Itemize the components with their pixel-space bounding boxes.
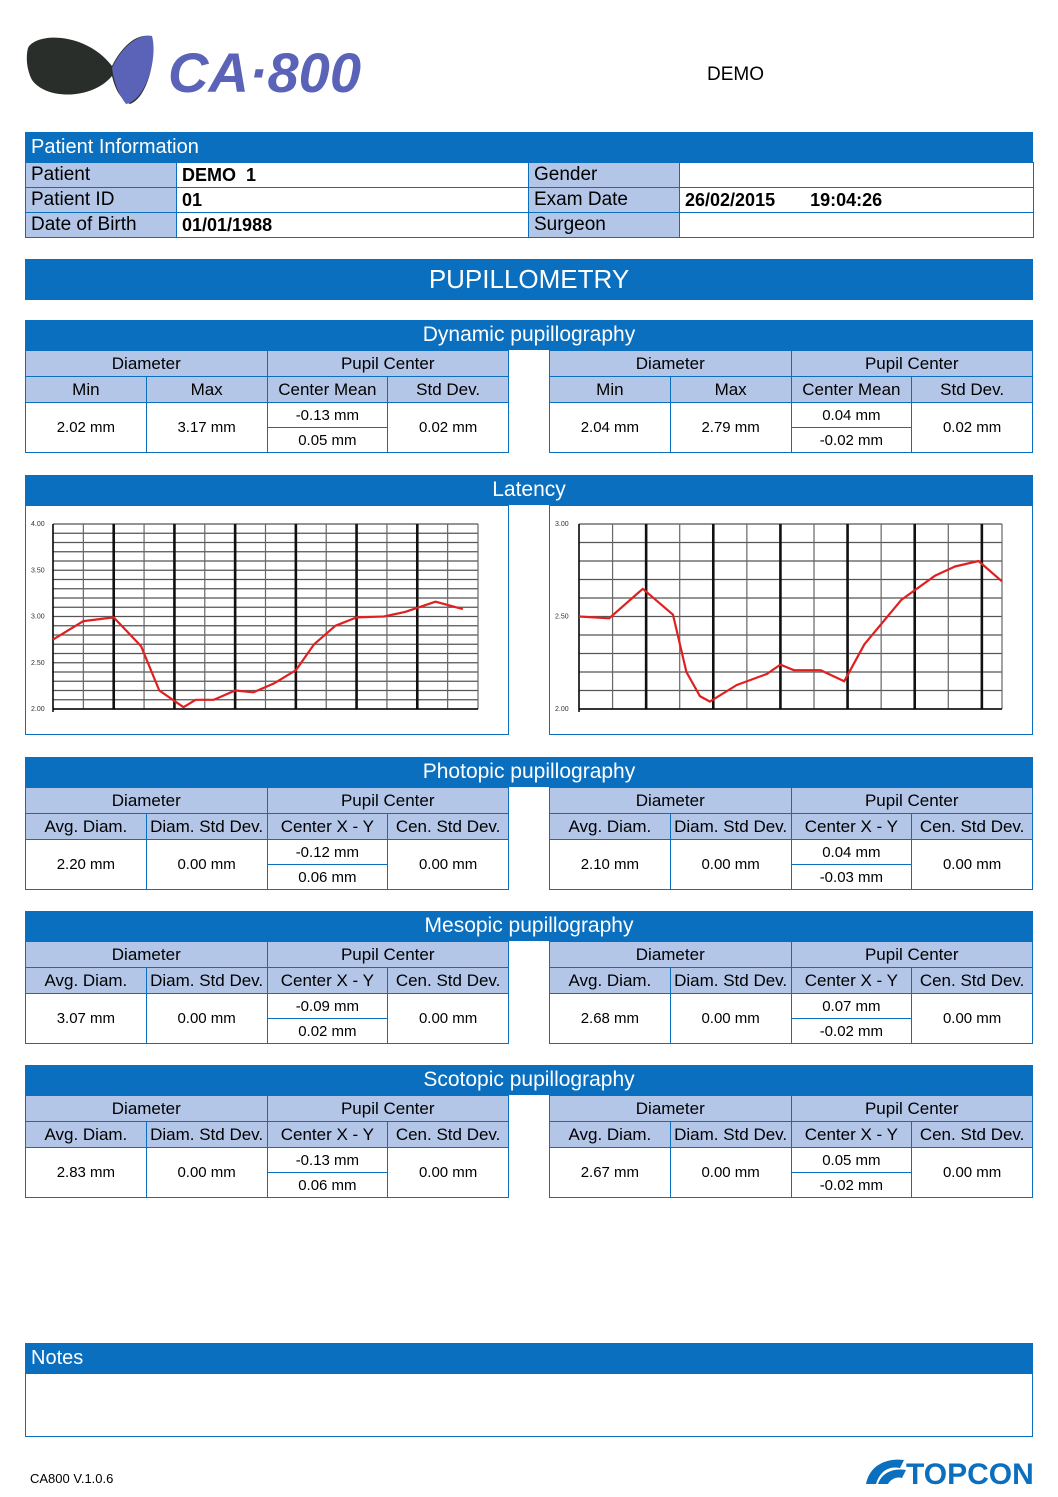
diameter-header: Diameter	[26, 1096, 268, 1122]
center-y-value: 0.05 mm	[267, 428, 388, 453]
cen-std-dev-value: 0.00 mm	[388, 994, 509, 1044]
diam-std-dev-value: 0.00 mm	[670, 994, 791, 1044]
diameter-header: Diameter	[550, 1096, 792, 1122]
diameter-header: Diameter	[550, 351, 792, 377]
latency-chart-right-svg	[550, 506, 1034, 736]
demo-label: DEMO	[707, 64, 764, 85]
diam-std-dev-value: 0.00 mm	[146, 994, 267, 1044]
cen-std-dev-value: 0.00 mm	[912, 994, 1033, 1044]
logo-right-mark	[112, 36, 154, 104]
pupil-center-header: Pupil Center	[791, 788, 1033, 814]
cen-std-dev-header: Cen. Std Dev.	[912, 1122, 1033, 1148]
center-xy-header: Center X - Y	[267, 968, 388, 994]
avg-diam-header: Avg. Diam.	[550, 814, 671, 840]
cen-std-dev-header: Cen. Std Dev.	[388, 968, 509, 994]
avg-diam-value: 2.67 mm	[550, 1148, 671, 1198]
mesopic-title: Mesopic pupillography	[25, 911, 1033, 941]
max-value: 3.17 mm	[146, 403, 267, 453]
pupil-center-header: Pupil Center	[791, 1096, 1033, 1122]
cen-std-dev-value: 0.00 mm	[912, 840, 1033, 890]
y-tick-label: 3.00	[555, 521, 569, 528]
center-xy-header: Center X - Y	[791, 814, 912, 840]
max-header: Max	[670, 377, 791, 403]
std-dev-header: Std Dev.	[388, 377, 509, 403]
surgeon-label: Surgeon	[529, 213, 680, 238]
photopic-right-table	[549, 787, 1033, 890]
center-x-value: -0.13 mm	[267, 1148, 388, 1173]
center-xy-header: Center X - Y	[267, 1122, 388, 1148]
center-mean-header: Center Mean	[267, 377, 388, 403]
pupil-center-header: Pupil Center	[791, 351, 1033, 377]
exam-date-label: Exam Date	[529, 188, 680, 213]
dob-value: 01/01/1988	[177, 213, 529, 238]
y-tick-label: 2.00	[31, 706, 45, 713]
dob-label: Date of Birth	[26, 213, 177, 238]
mesopic-left-table	[25, 941, 509, 1044]
avg-diam-header: Avg. Diam.	[26, 1122, 147, 1148]
avg-diam-value: 2.83 mm	[26, 1148, 147, 1198]
std-dev-header: Std Dev.	[912, 377, 1033, 403]
center-y-value: -0.03 mm	[791, 865, 912, 890]
avg-diam-value: 2.20 mm	[26, 840, 147, 890]
center-y-value: -0.02 mm	[791, 1173, 912, 1198]
photopic-title: Photopic pupillography	[25, 757, 1033, 787]
pupil-center-header: Pupil Center	[267, 351, 509, 377]
latency-title: Latency	[25, 475, 1033, 505]
diam-std-dev-header: Diam. Std Dev.	[670, 968, 791, 994]
cen-std-dev-header: Cen. Std Dev.	[912, 968, 1033, 994]
topcon-text: TOPCON	[906, 1458, 1034, 1488]
avg-diam-value: 2.10 mm	[550, 840, 671, 890]
center-y-value: 0.06 mm	[267, 865, 388, 890]
logo-text: CA·800	[168, 41, 361, 104]
avg-diam-header: Avg. Diam.	[26, 814, 147, 840]
center-x-value: -0.12 mm	[267, 840, 388, 865]
min-header: Min	[550, 377, 671, 403]
diameter-header: Diameter	[26, 788, 268, 814]
pupillometry-title: PUPILLOMETRY	[25, 259, 1033, 300]
center-xy-header: Center X - Y	[267, 814, 388, 840]
diam-std-dev-value: 0.00 mm	[670, 1148, 791, 1198]
diam-std-dev-header: Diam. Std Dev.	[146, 814, 267, 840]
diam-std-dev-header: Diam. Std Dev.	[670, 814, 791, 840]
diameter-header: Diameter	[26, 942, 268, 968]
cen-std-dev-value: 0.00 mm	[912, 1148, 1033, 1198]
cen-std-dev-value: 0.00 mm	[388, 1148, 509, 1198]
std-dev-value: 0.02 mm	[388, 403, 509, 453]
photopic-left-table	[25, 787, 509, 890]
pupil-center-header: Pupil Center	[791, 942, 1033, 968]
center-xy-header: Center X - Y	[791, 968, 912, 994]
version-label: CA800 V.1.0.6	[30, 1471, 114, 1486]
center-x-value: -0.13 mm	[267, 403, 388, 428]
y-tick-label: 2.50	[31, 659, 45, 667]
max-header: Max	[146, 377, 267, 403]
scotopic-title: Scotopic pupillography	[25, 1065, 1033, 1095]
patient-info-table	[25, 162, 1034, 238]
dynamic-title: Dynamic pupillography	[25, 320, 1033, 350]
diam-std-dev-header: Diam. Std Dev.	[146, 968, 267, 994]
cen-std-dev-header: Cen. Std Dev.	[388, 814, 509, 840]
diam-std-dev-value: 0.00 mm	[670, 840, 791, 890]
patient-id-label: Patient ID	[26, 188, 177, 213]
min-value: 2.02 mm	[26, 403, 147, 453]
ca800-logo	[26, 28, 362, 108]
diam-std-dev-header: Diam. Std Dev.	[146, 1122, 267, 1148]
latency-chart-left	[25, 505, 509, 735]
notes-title: Notes	[25, 1343, 1033, 1373]
mesopic-right-table	[549, 941, 1033, 1044]
center-y-value: -0.02 mm	[791, 428, 912, 453]
min-value: 2.04 mm	[550, 403, 671, 453]
dynamic-left-table	[25, 350, 509, 453]
center-x-value: 0.05 mm	[791, 1148, 912, 1173]
latency-chart-right	[549, 505, 1033, 735]
latency-chart-left-svg	[26, 506, 510, 736]
avg-diam-header: Avg. Diam.	[550, 1122, 671, 1148]
gender-label: Gender	[529, 163, 680, 188]
center-x-value: 0.04 mm	[791, 840, 912, 865]
y-tick-label: 3.00	[31, 613, 45, 621]
y-tick-label: 3.50	[31, 567, 45, 575]
topcon-logo	[864, 1454, 1036, 1488]
avg-diam-value: 2.68 mm	[550, 994, 671, 1044]
notes-box	[25, 1373, 1033, 1437]
center-x-value: 0.04 mm	[791, 403, 912, 428]
diam-std-dev-header: Diam. Std Dev.	[670, 1122, 791, 1148]
min-header: Min	[26, 377, 147, 403]
cen-std-dev-header: Cen. Std Dev.	[912, 814, 1033, 840]
center-xy-header: Center X - Y	[791, 1122, 912, 1148]
scotopic-left-table	[25, 1095, 509, 1198]
pupil-center-header: Pupil Center	[267, 1096, 509, 1122]
y-tick-label: 4.00	[31, 521, 45, 528]
surgeon-value	[680, 213, 1034, 238]
scotopic-right-table	[549, 1095, 1033, 1198]
diam-std-dev-value: 0.00 mm	[146, 840, 267, 890]
dynamic-right-table	[549, 350, 1033, 453]
patient-value: DEMO 1	[177, 163, 529, 188]
center-mean-header: Center Mean	[791, 377, 912, 403]
pupil-center-header: Pupil Center	[267, 788, 509, 814]
patient-info-title: Patient Information	[25, 132, 1033, 162]
exam-date-value: 26/02/2015 19:04:26	[680, 188, 1034, 213]
max-value: 2.79 mm	[670, 403, 791, 453]
center-y-value: 0.02 mm	[267, 1019, 388, 1044]
avg-diam-value: 3.07 mm	[26, 994, 147, 1044]
diameter-header: Diameter	[550, 788, 792, 814]
gender-value	[680, 163, 1034, 188]
patient-label: Patient	[26, 163, 177, 188]
diameter-header: Diameter	[26, 351, 268, 377]
avg-diam-header: Avg. Diam.	[550, 968, 671, 994]
cen-std-dev-value: 0.00 mm	[388, 840, 509, 890]
y-tick-label: 2.50	[555, 613, 569, 621]
center-y-value: -0.02 mm	[791, 1019, 912, 1044]
cen-std-dev-header: Cen. Std Dev.	[388, 1122, 509, 1148]
center-y-value: 0.06 mm	[267, 1173, 388, 1198]
y-tick-label: 2.00	[555, 706, 569, 713]
avg-diam-header: Avg. Diam.	[26, 968, 147, 994]
diameter-header: Diameter	[550, 942, 792, 968]
std-dev-value: 0.02 mm	[912, 403, 1033, 453]
pupil-center-header: Pupil Center	[267, 942, 509, 968]
latency-curve	[579, 561, 1002, 702]
center-x-value: -0.09 mm	[267, 994, 388, 1019]
diam-std-dev-value: 0.00 mm	[146, 1148, 267, 1198]
patient-id-value: 01	[177, 188, 529, 213]
center-x-value: 0.07 mm	[791, 994, 912, 1019]
